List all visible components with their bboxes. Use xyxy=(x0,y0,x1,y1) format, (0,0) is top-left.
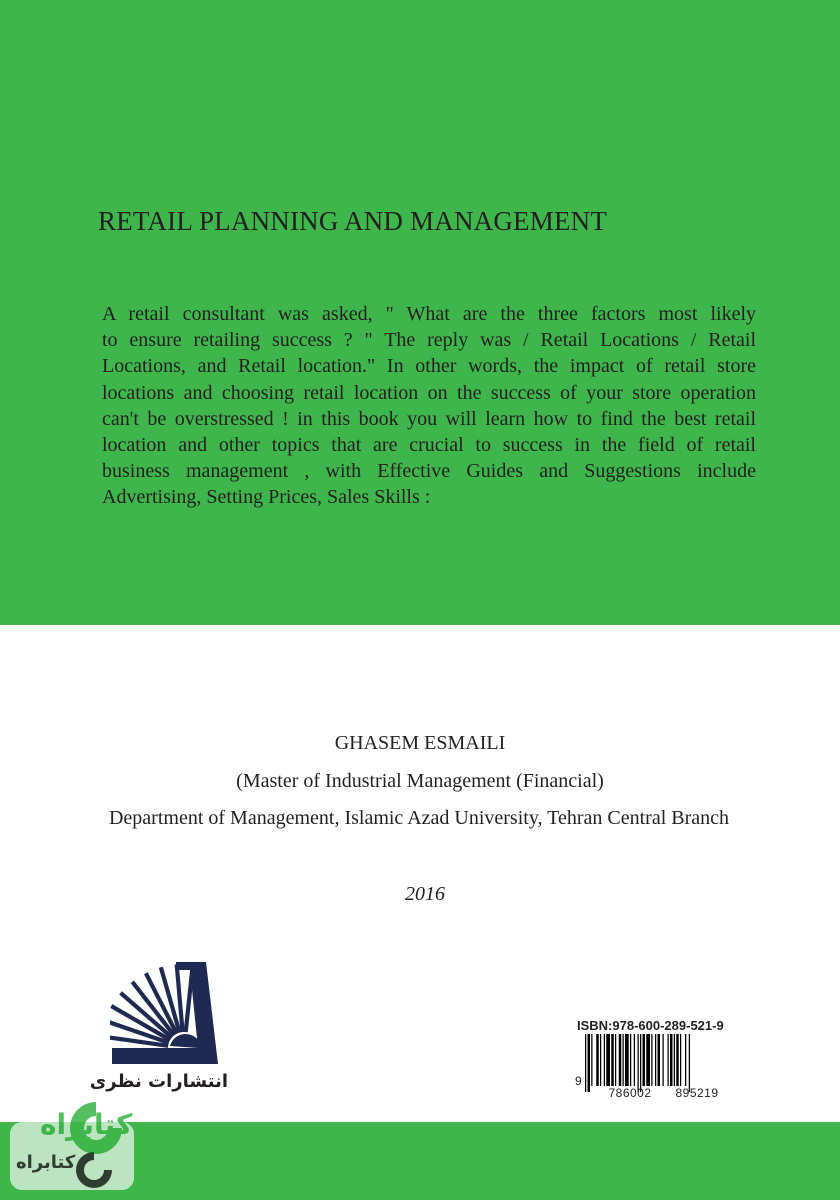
barcode-digits-left: 786002 xyxy=(608,1086,652,1100)
sunburst-book-logo-icon xyxy=(110,960,222,1066)
blurb-line: Locations, and Retail location." In other words, the impact of retail store xyxy=(102,355,756,378)
back-cover-blurb xyxy=(102,301,756,511)
isbn-label: ISBN:978-600-289-521-9 xyxy=(577,1018,724,1033)
book-title: RETAIL PLANNING AND MANAGEMENT xyxy=(98,206,608,236)
blurb-line: location and other topics that are crucial to success in the field of retail xyxy=(102,434,756,457)
author-department: Department of Management, Islamic Azad University, Tehran Central Branch xyxy=(108,807,730,829)
isbn-barcode-block xyxy=(575,1016,745,1106)
publication-year: 2016 xyxy=(405,883,445,905)
barcode-icon xyxy=(585,1034,733,1092)
author-name: GHASEM ESMAILI xyxy=(334,732,506,754)
author-degree: (Master of Industrial Management (Financial) xyxy=(236,770,604,792)
ketabrah-watermark xyxy=(10,1092,134,1190)
blurb-line: can't be overstressed ! in this book you will learn how to find the best retail xyxy=(102,407,756,430)
ketabrah-watermark-small: کتابراه xyxy=(16,1152,76,1173)
blurb-line: business management , with Effective Guides and Suggestions include xyxy=(102,460,756,483)
blurb-line: Advertising, Setting Prices, Sales Skills : xyxy=(102,486,431,509)
blurb-line: to ensure retailing success ? " The reply was / Retail Locations / Retail xyxy=(102,329,756,352)
publisher-name: انتشارات نظری xyxy=(89,1071,228,1092)
barcode-lead-digit: 9 xyxy=(575,1074,582,1088)
ketabrah-watermark-large: کتابراه xyxy=(40,1108,133,1141)
blurb-line: A retail consultant was asked, " What are the three factors most likely xyxy=(102,303,756,325)
blurb-line: locations and choosing retail location on the success of your store operation xyxy=(102,381,756,404)
barcode-digits-right: 895219 xyxy=(675,1086,719,1100)
